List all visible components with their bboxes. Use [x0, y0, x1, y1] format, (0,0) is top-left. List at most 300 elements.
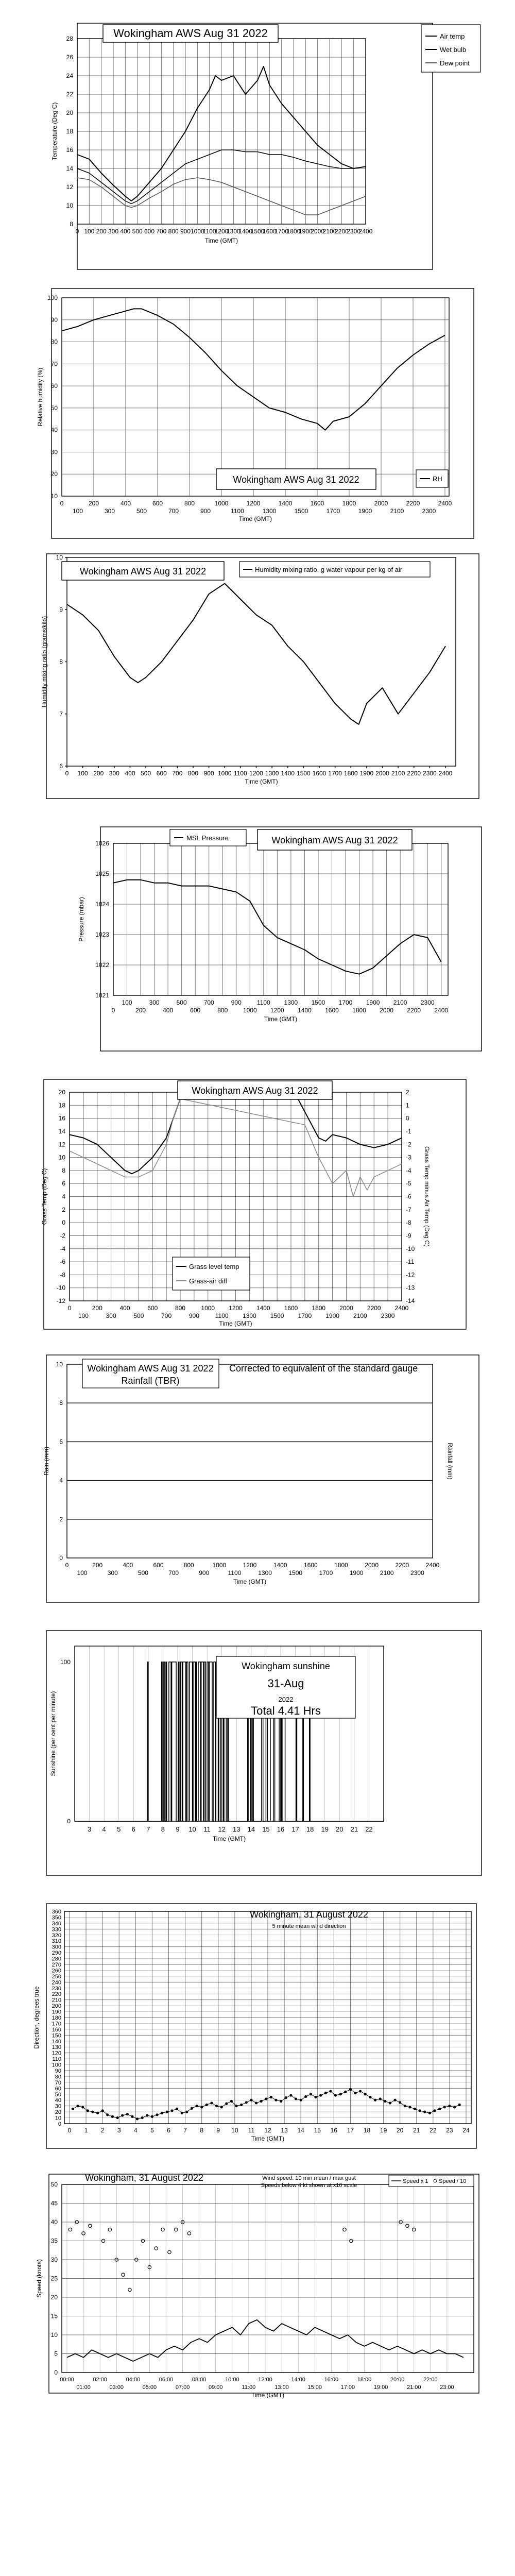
x-tick-label: 24 [462, 2127, 470, 2134]
x-tick-label: 300 [107, 1569, 118, 1577]
wind-direction-point [408, 2106, 411, 2108]
y-tick-label: 7 [59, 710, 63, 718]
wind-direction-point [448, 2105, 451, 2107]
wind-direction-point [76, 2105, 79, 2107]
y-tick-label: 1025 [95, 870, 109, 877]
y-tick-label: 2 [62, 1206, 65, 1213]
x-axis-label: Time (GMT) [238, 515, 272, 522]
x-tick-label: 15 [314, 2127, 321, 2134]
x-tick-label: 400 [125, 770, 135, 777]
chart-9 [36, 2173, 479, 2399]
wind-direction-point [101, 2109, 104, 2112]
x-tick-label: 7 [183, 2127, 187, 2134]
legend-label: Dew point [440, 59, 470, 67]
wind-direction-point [349, 2088, 352, 2091]
x-tick-label: 10 [231, 2127, 238, 2134]
x-tick-label: 2000 [375, 770, 389, 777]
x-tick-label: 700 [172, 770, 183, 777]
chart-subtitle: Wind speed: 10 min mean / max gust [262, 2175, 356, 2181]
x-tick-label: 00:00 [60, 2377, 74, 2383]
x-tick-label: 16:00 [324, 2377, 339, 2383]
x-tick-label: 500 [176, 999, 187, 1006]
x-tick-label: 1400 [281, 770, 295, 777]
x-tick-label: 9 [176, 1825, 180, 1833]
x-tick-label: 300 [108, 228, 119, 235]
wind-direction-point [339, 2093, 342, 2095]
wind-direction-point [364, 2093, 367, 2095]
chart-3-outer-box [46, 554, 479, 799]
y-tick-label: 12 [58, 1141, 65, 1148]
x-tick-label: 1600 [310, 500, 324, 507]
chart-8 [33, 1904, 476, 2148]
wind-direction-point [359, 2090, 362, 2092]
x-tick-label: 100 [78, 1312, 89, 1319]
x-tick-label: 1800 [352, 1007, 366, 1014]
x-tick-label: 100 [122, 999, 132, 1006]
y-tick-label: 90 [50, 316, 58, 324]
x-tick-label: 700 [168, 1569, 179, 1577]
x-tick-label: 200 [92, 1304, 102, 1312]
y-tick-label: 80 [55, 2074, 61, 2080]
x-tick-label: 2300 [381, 1312, 395, 1319]
y-axis-label: Speed (knots) [36, 2259, 43, 2298]
x-tick-label: 1100 [231, 507, 244, 515]
x-tick-label: 2100 [322, 228, 337, 235]
x-tick-label: 01:00 [76, 2384, 91, 2391]
x-tick-label: 17 [291, 1825, 299, 1833]
x-tick-label: 1200 [229, 1304, 243, 1312]
chart-title: Wokingham AWS Aug 31 2022 [113, 27, 268, 40]
y-tick-label: 30 [50, 2256, 58, 2263]
x-tick-label: 16 [277, 1825, 285, 1833]
y-right-tick-label: 2 [406, 1089, 409, 1096]
y-tick-label: 22 [66, 91, 73, 98]
y-tick-label: 290 [52, 1950, 61, 1957]
x-tick-label: 600 [156, 770, 167, 777]
wind-direction-point [111, 2115, 114, 2118]
x-tick-label: 2100 [393, 999, 407, 1006]
wind-direction-point [146, 2114, 148, 2116]
y-tick-label: 18 [58, 1101, 65, 1109]
y-axis-label: Relative humidity (%) [37, 367, 44, 427]
y-tick-label: 250 [52, 1973, 61, 1980]
x-tick-label: 1400 [298, 1007, 312, 1014]
y-tick-label: 50 [50, 2181, 58, 2188]
y-tick-label: 0 [58, 2121, 61, 2127]
y-tick-label: 340 [52, 1920, 61, 1927]
y-tick-label: 230 [52, 1985, 61, 1992]
wind-direction-point [141, 2116, 144, 2119]
legend-label: RH [433, 475, 442, 483]
wind-direction-point [304, 2095, 307, 2098]
wind-direction-point [438, 2108, 441, 2110]
x-tick-label: 21:00 [406, 2384, 421, 2391]
y-tick-label: 60 [50, 382, 58, 390]
y-tick-label: 200 [52, 2003, 61, 2010]
x-tick-label: 1600 [312, 770, 327, 777]
y-tick-label: 40 [55, 2097, 61, 2104]
wind-direction-point [393, 2099, 396, 2102]
x-tick-label: 1300 [243, 1312, 256, 1319]
y-right-tick-label: -10 [406, 1245, 415, 1252]
x-tick-label: 1500 [288, 1569, 303, 1577]
y-tick-label: 100 [52, 2062, 61, 2069]
x-tick-label: 1400 [278, 500, 293, 507]
x-tick-label: 5 [150, 2127, 154, 2134]
x-tick-label: 1800 [334, 1562, 348, 1569]
y-tick-label: 16 [66, 146, 73, 154]
x-tick-label: 1200 [214, 228, 229, 235]
y-tick-label: 360 [52, 1909, 61, 1915]
y-tick-label: 120 [52, 2050, 61, 2057]
y-tick-label: 320 [52, 1932, 61, 1939]
x-tick-label: 22 [365, 1825, 373, 1833]
x-tick-label: 13 [233, 1825, 241, 1833]
x-tick-label: 5 [117, 1825, 121, 1833]
x-tick-label: 11 [248, 2127, 255, 2134]
x-tick-label: 900 [200, 507, 211, 515]
chart-7 [46, 1631, 482, 1875]
wind-direction-point [81, 2106, 84, 2108]
y-tick-label: 10 [58, 1154, 65, 1161]
x-axis-label: Time (GMT) [251, 2135, 285, 2142]
wind-direction-point [230, 2100, 233, 2103]
chart-date: 31-Aug [267, 1677, 304, 1690]
y-tick-label: -6 [60, 1258, 65, 1266]
wind-direction-point [369, 2096, 371, 2098]
x-tick-label: 19 [380, 2127, 387, 2134]
y-tick-label: 160 [52, 2026, 61, 2033]
legend-label: Grass level temp [189, 1263, 239, 1270]
wind-direction-point [195, 2105, 198, 2107]
x-tick-label: 0 [65, 1562, 69, 1569]
x-tick-label: 1500 [297, 770, 311, 777]
x-tick-label: 400 [123, 1562, 133, 1569]
y-tick-label: 310 [52, 1938, 61, 1945]
x-axis-label: Time (GMT) [204, 237, 238, 244]
wind-direction-point [433, 2109, 436, 2112]
x-tick-label: 20 [336, 1825, 344, 1833]
y-right-tick-label: -11 [406, 1258, 415, 1266]
wind-direction-point [374, 2099, 376, 2102]
x-tick-label: 2000 [365, 1562, 379, 1569]
y-tick-label: 110 [52, 2056, 61, 2063]
y-tick-label: 20 [50, 2294, 58, 2301]
wind-direction-point [428, 2112, 431, 2114]
y-tick-label: 30 [50, 448, 58, 456]
wind-direction-point [324, 2092, 327, 2094]
y-tick-label: 15 [50, 2312, 58, 2320]
x-tick-label: 10:00 [225, 2377, 239, 2383]
chart-5 [41, 1079, 466, 1329]
y-tick-label: 40 [50, 2218, 58, 2226]
y-tick-label: 260 [52, 1968, 61, 1974]
x-tick-label: 700 [156, 228, 167, 235]
wind-direction-point [295, 2097, 297, 2100]
x-tick-label: 500 [138, 1569, 148, 1577]
y-tick-label: 130 [52, 2044, 61, 2051]
x-tick-label: 2000 [374, 500, 388, 507]
y-tick-label: 70 [50, 360, 58, 368]
x-tick-label: 2200 [407, 770, 421, 777]
x-tick-label: 1600 [303, 1562, 318, 1569]
x-tick-label: 300 [109, 770, 119, 777]
x-tick-label: 1600 [284, 1304, 298, 1312]
y-tick-label: 330 [52, 1926, 61, 1933]
x-tick-label: 18 [363, 2127, 371, 2134]
x-tick-label: 22:00 [423, 2377, 438, 2383]
x-tick-label: 1000 [212, 1562, 227, 1569]
y-tick-label: 1021 [95, 992, 109, 999]
x-tick-label: 1500 [311, 999, 325, 1006]
x-tick-label: 11:00 [242, 2384, 256, 2391]
wind-direction-point [215, 2105, 218, 2107]
x-tick-label: 600 [190, 1007, 201, 1014]
x-tick-label: 13:00 [274, 2384, 289, 2391]
y-axis-label: Rain (mm) [43, 1447, 50, 1476]
x-tick-label: 14 [247, 1825, 255, 1833]
x-tick-label: 18 [306, 1825, 314, 1833]
y-tick-label: 100 [60, 1658, 71, 1666]
y-tick-label: 20 [58, 1089, 65, 1096]
y-tick-label: 1026 [95, 840, 109, 847]
x-tick-label: 2300 [422, 507, 436, 515]
wind-direction-point [220, 2106, 223, 2108]
y-tick-label: 10 [55, 2115, 61, 2122]
y-tick-label: 8 [70, 221, 73, 228]
x-tick-label: 1900 [359, 770, 374, 777]
x-tick-label: 1100 [202, 228, 216, 235]
y-tick-label: 100 [47, 294, 58, 301]
chart-year: 2022 [278, 1696, 294, 1703]
x-tick-label: 1 [84, 2127, 88, 2134]
y-tick-label: -2 [60, 1232, 65, 1240]
x-tick-label: 1900 [366, 999, 380, 1006]
y-right-axis-label: Rainfall (mm) [447, 1443, 454, 1480]
x-tick-label: 1800 [286, 228, 301, 235]
x-tick-label: 800 [175, 1304, 186, 1312]
x-tick-label: 1600 [262, 228, 277, 235]
y-right-tick-label: -6 [406, 1193, 411, 1200]
x-tick-label: 1500 [294, 507, 308, 515]
x-tick-label: 1700 [274, 228, 289, 235]
x-tick-label: 1400 [273, 1562, 287, 1569]
wind-direction-point [91, 2111, 94, 2113]
x-tick-label: 500 [133, 1312, 144, 1319]
y-tick-label: -4 [60, 1245, 65, 1252]
y-tick-label: 1022 [95, 961, 109, 969]
x-tick-label: 1900 [325, 1312, 339, 1319]
y-right-axis-label: Grass Temp minus Air Temp (Deg C) [423, 1146, 431, 1247]
wind-direction-point [419, 2109, 421, 2112]
x-tick-label: 900 [199, 1569, 210, 1577]
x-tick-label: 2200 [334, 228, 349, 235]
x-tick-label: 2400 [358, 228, 373, 235]
x-axis-label: Time (GMT) [245, 778, 278, 785]
chart-subtitle: 5 minute mean wind direction [272, 1923, 346, 1929]
x-tick-label: 22 [430, 2127, 437, 2134]
y-tick-label: 10 [56, 554, 63, 561]
x-tick-label: 400 [163, 1007, 174, 1014]
y-tick-label: 4 [62, 1193, 65, 1200]
chart-8-outer-box [46, 1904, 476, 2148]
chart-note: Corrected to equivalent of the standard gauge [229, 1363, 418, 1374]
x-tick-label: 2200 [406, 500, 420, 507]
x-axis-label: Time (GMT) [219, 1320, 252, 1327]
y-tick-label: 14 [58, 1127, 65, 1135]
legend-box [173, 1257, 250, 1290]
y-axis-label: Direction, degrees true [33, 1986, 40, 2049]
x-tick-label: 1300 [258, 1569, 272, 1577]
y-axis-label: Humidity mixing ratio (grams/kilo) [41, 616, 48, 708]
x-tick-label: 2100 [380, 1569, 394, 1577]
x-tick-label: 1800 [342, 500, 356, 507]
wind-direction-point [399, 2101, 401, 2104]
x-tick-label: 7 [146, 1825, 150, 1833]
x-tick-label: 6 [131, 1825, 135, 1833]
x-tick-label: 300 [106, 1312, 116, 1319]
x-tick-label: 1000 [243, 1007, 257, 1014]
x-tick-label: 6 [167, 2127, 170, 2134]
x-tick-label: 2400 [394, 1304, 409, 1312]
y-tick-label: 170 [52, 2021, 61, 2027]
y-tick-label: 180 [52, 2015, 61, 2021]
y-tick-label: -8 [60, 1271, 65, 1279]
y-tick-label: 10 [50, 2331, 58, 2338]
y-axis-label: Pressure (mbar) [78, 897, 85, 942]
x-tick-label: 4 [133, 2127, 138, 2134]
x-tick-label: 2000 [380, 1007, 393, 1014]
x-tick-label: 16 [330, 2127, 338, 2134]
x-tick-label: 1900 [298, 228, 313, 235]
x-tick-label: 1200 [270, 1007, 284, 1014]
x-tick-label: 800 [217, 1007, 228, 1014]
chart-note: Speeds below 4 kt shown at x10 scale [261, 2182, 357, 2189]
x-tick-label: 2100 [353, 1312, 367, 1319]
y-tick-label: 30 [55, 2103, 61, 2110]
y-tick-label: 270 [52, 1962, 61, 1968]
x-tick-label: 200 [88, 500, 99, 507]
chart-title: Wokingham AWS Aug 31 2022 [79, 566, 207, 577]
x-tick-label: 1100 [215, 1312, 229, 1319]
x-tick-label: 900 [188, 1312, 199, 1319]
x-tick-label: 800 [184, 500, 195, 507]
legend-label: Air temp [440, 32, 465, 40]
y-right-tick-label: -7 [406, 1206, 411, 1213]
wind-direction-point [210, 2102, 213, 2104]
x-tick-label: 1100 [256, 999, 270, 1006]
y-tick-label: 6 [59, 762, 63, 770]
x-tick-label: 17:00 [340, 2384, 355, 2391]
y-tick-label: 10 [66, 202, 73, 209]
y-tick-label: 0 [62, 1219, 65, 1227]
x-tick-label: 1200 [243, 1562, 257, 1569]
x-tick-label: 10 [188, 1825, 196, 1833]
x-tick-label: 500 [136, 507, 147, 515]
x-tick-label: 900 [203, 770, 214, 777]
x-tick-label: 1200 [249, 770, 263, 777]
wind-direction-point [404, 2105, 406, 2107]
y-tick-label: 6 [62, 1180, 65, 1188]
wind-direction-point [136, 2117, 139, 2120]
x-tick-label: 2300 [347, 228, 361, 235]
y-right-tick-label: -1 [406, 1127, 411, 1135]
chart-5-outer-box [44, 1079, 466, 1329]
x-tick-label: 1600 [325, 1007, 339, 1014]
x-tick-label: 700 [168, 507, 179, 515]
x-tick-label: 1700 [298, 1312, 312, 1319]
x-tick-label: 2200 [395, 1562, 409, 1569]
chart-9-outer-box [49, 2174, 479, 2393]
y-right-tick-label: 1 [406, 1101, 409, 1109]
x-tick-label: 1700 [338, 999, 353, 1006]
x-tick-label: 1300 [265, 770, 279, 777]
x-tick-label: 600 [153, 1562, 164, 1569]
legend-label: Speed / 10 [439, 2178, 467, 2184]
y-tick-label: -10 [56, 1284, 65, 1292]
wind-direction-point [384, 2100, 386, 2103]
y-tick-label: 190 [52, 2009, 61, 2015]
y-right-tick-label: -5 [406, 1180, 411, 1188]
x-tick-label: 1200 [246, 500, 261, 507]
y-tick-label: 8 [59, 658, 63, 666]
y-tick-label: 10 [50, 493, 58, 500]
x-tick-label: 04:00 [126, 2377, 141, 2383]
x-tick-label: 12 [264, 2127, 271, 2134]
y-tick-label: 220 [52, 1991, 61, 1998]
x-tick-label: 20 [396, 2127, 404, 2134]
x-tick-label: 9 [216, 2127, 220, 2134]
x-tick-label: 1300 [262, 507, 277, 515]
x-tick-label: 05:00 [142, 2384, 157, 2391]
x-tick-label: 1300 [226, 228, 241, 235]
wind-direction-point [274, 2099, 277, 2102]
x-tick-label: 23:00 [440, 2384, 454, 2391]
x-tick-label: 2200 [407, 1007, 421, 1014]
y-tick-label: 0 [54, 2369, 58, 2376]
y-axis-label: Temperature (Deg C) [51, 102, 58, 161]
x-tick-label: 11 [203, 1825, 211, 1833]
y-tick-label: 0 [67, 1818, 71, 1825]
x-tick-label: 2400 [438, 500, 452, 507]
x-tick-label: 300 [149, 999, 160, 1006]
chart-title: Wokingham AWS Aug 31 2022 [233, 474, 359, 485]
wind-direction-point [225, 2102, 228, 2105]
wind-direction-point [87, 2109, 89, 2112]
wind-direction-point [200, 2106, 203, 2108]
y-tick-label: 2 [59, 1515, 63, 1523]
legend-label: Humidity mixing ratio, g water vapour per kg of air [255, 566, 403, 573]
y-tick-label: 140 [52, 2038, 61, 2045]
wind-direction-point [166, 2111, 168, 2113]
x-tick-label: 03:00 [109, 2384, 124, 2391]
x-tick-label: 600 [152, 500, 163, 507]
x-tick-label: 15 [262, 1825, 270, 1833]
wind-direction-point [453, 2106, 456, 2108]
x-tick-label: 1500 [250, 228, 265, 235]
y-tick-label: 350 [52, 1914, 61, 1921]
wind-direction-point [151, 2115, 153, 2118]
x-tick-label: 1000 [217, 770, 232, 777]
x-tick-label: 1900 [349, 1569, 364, 1577]
y-tick-label: 26 [66, 54, 73, 61]
x-tick-label: 2000 [339, 1304, 353, 1312]
wind-direction-point [260, 2100, 263, 2103]
x-axis-label: Time (GMT) [212, 1835, 246, 1842]
x-tick-label: 700 [203, 999, 214, 1006]
x-tick-label: 14 [297, 2127, 304, 2134]
y-tick-label: 60 [55, 2086, 61, 2092]
